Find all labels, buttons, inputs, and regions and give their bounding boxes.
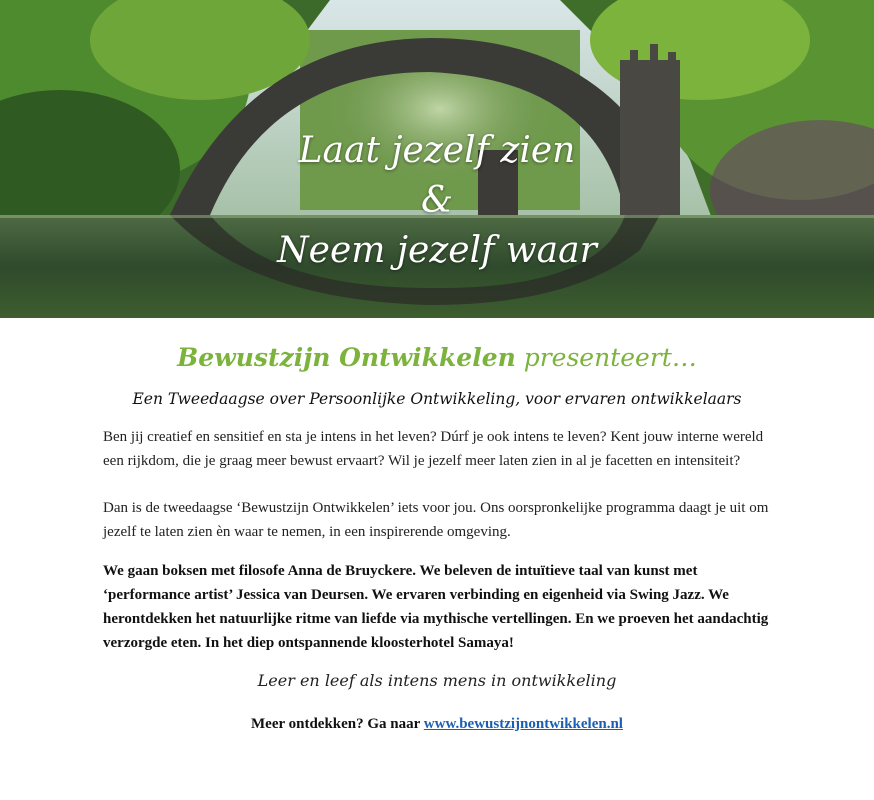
subtitle: Een Tweedaagse over Persoonlijke Ontwikkeling, voor ervaren ontwikkelaars bbox=[132, 390, 742, 408]
more-info-label: Meer ontdekken? Ga naar bbox=[251, 716, 424, 732]
title-suffix: presenteert… bbox=[515, 343, 697, 372]
hero-line-1: Laat jezelf zien bbox=[298, 130, 576, 171]
activities-paragraph: We gaan boksen met filosofe Anna de Bruyckere. We beleven de intuïtieve taal van kunst met ‘performance artist’ Jessica van Deursen. We ervaren verbinding en eigenheid via Swing Jazz. We herontdekken het natuurlijke ritme van liefde via mythische vertellingen. En we proeven het aandachtig verzorgde eten. In het diep ontspannende kloosterhotel Samaya! bbox=[103, 563, 769, 651]
hero-line-3: Neem jezelf waar bbox=[277, 230, 597, 271]
main-content bbox=[0, 342, 874, 735]
more-info-line bbox=[0, 713, 874, 735]
brand-name: Bewustzijn Ontwikkelen bbox=[177, 343, 516, 372]
hero-heading bbox=[0, 126, 874, 276]
page-title bbox=[0, 342, 874, 374]
website-link[interactable]: www.bewustzijnontwikkelen.nl bbox=[423, 716, 623, 732]
hero-ampersand: & bbox=[420, 180, 454, 221]
intro-paragraph: Ben jij creatief en sensitief en sta je intens in het leven? Dúrf je ook intens te leven? Kent jouw interne wereld een rijkdom, die je graag meer bewust ervaart? Wil je jezelf meer laten zien in al je facetten en intensiteit? bbox=[103, 429, 764, 469]
tagline: Leer en leef als intens mens in ontwikkeling bbox=[257, 671, 617, 690]
hero-banner bbox=[0, 0, 874, 318]
program-paragraph: Dan is de tweedaagse ‘Bewustzijn Ontwikkelen’ iets voor jou. Ons oorspronkelijke programma daagt je uit om jezelf te laten zien èn waar te nemen, in een inspirerende omgeving. bbox=[103, 500, 769, 540]
